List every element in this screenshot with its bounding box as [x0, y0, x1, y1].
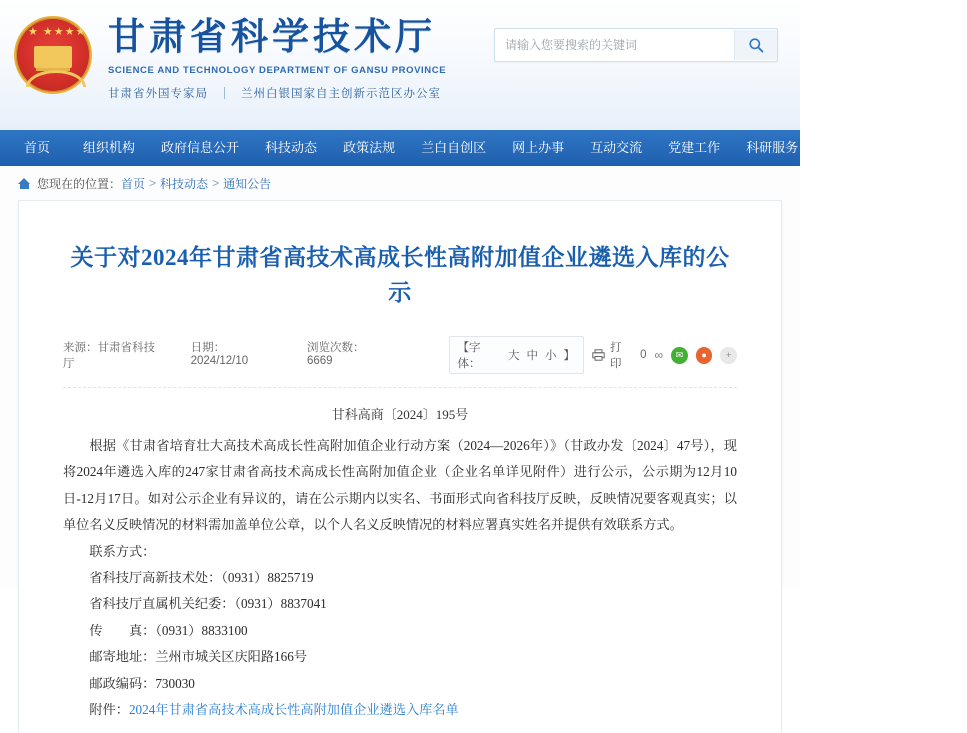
nav-item-lanbai-zone[interactable]: 兰白自创区 [421, 140, 487, 155]
location-icon [18, 177, 31, 190]
nav-item-party-work[interactable]: 党建工作 [668, 140, 721, 155]
site-title-en: SCIENCE AND TECHNOLOGY DEPARTMENT OF GANSU PROVINCE [108, 64, 447, 76]
document-number: 甘科高商〔2024〕195号 [331, 407, 469, 422]
breadcrumb [0, 166, 800, 200]
nav-item-interaction[interactable]: 互动交流 [590, 140, 643, 155]
nav-item-gov-info[interactable]: 政府信息公开 [161, 140, 240, 155]
nav-item-special-topics[interactable]: 专题专栏 [824, 140, 877, 155]
font-size-label: 【字体： [457, 342, 481, 370]
emblem-gear [26, 70, 86, 87]
breadcrumb-item-tech-news[interactable]: 科技动态 [160, 176, 209, 191]
font-size-medium[interactable]: 中 [526, 350, 538, 362]
attachment-link[interactable]: 2024年甘肃省高技术高成长性高附加值企业遴选入库名单 [128, 702, 459, 718]
subtitle-divider [224, 87, 225, 99]
nav-item-collab-office[interactable]: 协同办公 [902, 140, 955, 155]
print-button[interactable] [592, 339, 632, 371]
breadcrumb-item-notice[interactable]: 通知公告 [223, 176, 272, 191]
article-paragraph-1: 根据《甘肃省培育壮大高技术高成长性高附加值企业行动方案（2024—2026年）》（甘政办发〔2024〕47号），现将2024年遴选入库的247家甘肃省高技术高成长性高附加值企业（企业名单详见附件）进行公示，公示期为12月10日-12月17日。如对公示企业有异议的，请在公示期内以实名、书面形式向省科技厅反映，反映情况要客观真实；以单位名义反映情况的材料需加盖单位公章，以个人名义反映情况的材料应署真实姓名并提供有效联系方式。 [63, 438, 737, 533]
contact-line-3: 传 真：（0931）8833100 [89, 622, 248, 638]
breadcrumb-separator-2: > [212, 176, 220, 190]
nav-item-policy[interactable]: 政策法规 [343, 140, 396, 155]
site-title-cn: 甘肃省科学技术厅 [108, 17, 436, 58]
site-header [0, 0, 800, 130]
font-size-label-end: 】 [563, 350, 575, 362]
font-size-small[interactable]: 小 [544, 350, 557, 362]
site-subtitle-left: 甘肃省外国专家局 [108, 87, 208, 100]
wechat-share-icon[interactable]: ✉ [671, 347, 688, 364]
breadcrumb-separator-1: > [149, 176, 157, 190]
breadcrumb-item-home[interactable]: 首页 [121, 176, 146, 191]
font-size-large[interactable]: 大 [507, 350, 520, 362]
contact-line-1: 省科技厅高新技术处：（0931）8825719 [89, 570, 314, 586]
site-titles [108, 14, 446, 101]
site-subtitle-line [108, 85, 446, 101]
nav-item-online-service[interactable]: 网上办事 [512, 140, 565, 155]
article-views: 浏览次数：6669 [306, 342, 365, 367]
share-icon[interactable]: ∞ [654, 348, 664, 362]
nav-item-research-service[interactable]: 科研服务 [746, 140, 799, 155]
contact-line-4: 邮寄地址：兰州市城关区庆阳路166号 [89, 649, 307, 665]
attachment-label: 附件： [89, 702, 129, 718]
attachment-row [63, 697, 737, 723]
emblem-stars: ★ ★★★★ [28, 26, 87, 38]
contact-line-2: 省科技厅直属机关纪委：（0931）8837041 [89, 596, 327, 612]
more-share-icon[interactable]: + [720, 347, 737, 364]
article-source: 来源：甘肃省科技厅 [63, 342, 155, 370]
weibo-share-icon[interactable]: ● [696, 347, 713, 364]
print-count: 0 [640, 349, 647, 361]
article-card [18, 200, 782, 733]
site-subtitle-right: 兰州白银国家自主创新示范区办公室 [241, 87, 441, 100]
search-icon [748, 37, 764, 53]
printer-icon [592, 349, 605, 361]
main-nav [0, 130, 955, 166]
search-input[interactable] [495, 30, 734, 60]
emblem-gate [34, 46, 72, 68]
article-paragraph-2: 联系方式： [89, 543, 156, 559]
site-search[interactable] [494, 28, 778, 62]
print-label: 打印 [609, 342, 622, 370]
article-date: 日期：2024/12/10 [190, 342, 249, 367]
contact-line-5: 邮政编码：730030 [89, 675, 195, 691]
nav-item-tech-news[interactable]: 科技动态 [265, 140, 318, 155]
article-meta-bar [63, 336, 737, 388]
article-body [63, 433, 737, 723]
font-size-control[interactable] [449, 336, 584, 374]
article-title: 关于对2024年甘肃省高技术高成长性高附加值企业遴选入库的公示 [70, 245, 730, 305]
nav-item-organization[interactable]: 组织机构 [83, 140, 136, 155]
nav-item-home[interactable]: 首页 [24, 140, 51, 155]
search-button[interactable] [734, 30, 777, 60]
article-meta-left [63, 339, 389, 371]
breadcrumb-prefix: 您现在的位置： [37, 176, 122, 191]
article-meta-right [449, 336, 737, 374]
national-emblem-icon [14, 16, 92, 94]
